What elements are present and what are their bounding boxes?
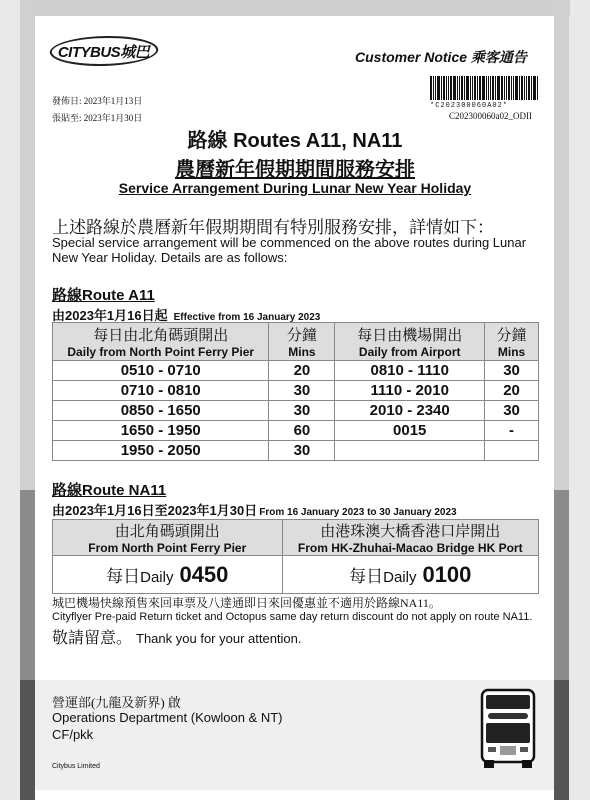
intro-chinese: 上述路線於農曆新年假期期間有特別服務安排，詳情如下： xyxy=(52,218,494,237)
table-header-row xyxy=(53,323,539,361)
thanks-en: Thank you for your attention. xyxy=(136,631,302,646)
header-cell: 分鐘 Mins xyxy=(485,323,539,361)
thanks-line xyxy=(52,625,302,648)
table-cell: 60 xyxy=(269,421,335,441)
table-cell xyxy=(485,441,539,461)
table-cell xyxy=(335,441,485,461)
table-cell: - xyxy=(485,421,539,441)
table-cell: 2010 - 2340 xyxy=(335,401,485,421)
table-cell: 0810 - 1110 xyxy=(335,361,485,381)
table-cell: 1650 - 1950 xyxy=(53,421,269,441)
route-na11-effective xyxy=(52,500,457,519)
header-cell: 由北角碼頭開出 From North Point Ferry Pier xyxy=(53,520,283,556)
title-routes: 路線 Routes A11, NA11 xyxy=(187,130,403,152)
table-cell: 30 xyxy=(485,361,539,381)
table-cell: 30 xyxy=(269,401,335,421)
table-row xyxy=(53,381,539,401)
header-cell: 分鐘 Mins xyxy=(269,323,335,361)
barcode xyxy=(430,76,542,100)
table-cell: 20 xyxy=(269,361,335,381)
customer-notice-title: Customer Notice 乘客通告 xyxy=(355,49,527,65)
document-reference: C202300060a02_ODII xyxy=(449,111,532,121)
effective-en: From 16 January 2023 to 30 January 2023 xyxy=(259,507,457,518)
citybus-logo xyxy=(50,36,158,66)
title-english: Service Arrangement During Lunar New Year Holiday xyxy=(118,180,472,196)
thanks-zh: 敬請留意。 xyxy=(52,630,133,647)
route-a11-table xyxy=(52,322,539,461)
company-name: Citybus Limited xyxy=(52,763,100,770)
table-row xyxy=(53,421,539,441)
issue-date: 發佈日: 2023年1月13日 xyxy=(52,96,143,106)
table-row xyxy=(53,441,539,461)
table-cell: 30 xyxy=(485,401,539,421)
barcode-text: *C202300060A02* xyxy=(430,102,509,110)
departure-time: 0100 xyxy=(422,561,472,587)
table-cell: 0015 xyxy=(335,421,485,441)
header-cell: 每日由北角碼頭開出 Daily from North Point Ferry Pier xyxy=(53,323,269,361)
header-cell: 每日由機場開出 Daily from Airport xyxy=(335,323,485,361)
note-chinese: 城巴機場快線預售來回車票及八達通即日來回優惠並不適用於路線NA11。 xyxy=(52,596,441,610)
table-header-row xyxy=(53,520,539,556)
table-cell: 0510 - 0710 xyxy=(53,361,269,381)
right-rail xyxy=(554,0,569,800)
route-na11-heading: 路線Route NA11 xyxy=(52,482,167,499)
top-frame xyxy=(20,0,570,16)
table-cell: 30 xyxy=(269,381,335,401)
table-row xyxy=(53,361,539,381)
effective-zh: 由2023年1月16日起 xyxy=(52,308,168,323)
table-row xyxy=(53,556,539,594)
table-cell: 30 xyxy=(269,441,335,461)
bus-icon xyxy=(478,688,538,770)
table-row xyxy=(53,401,539,421)
note-english: Cityflyer Pre-paid Return ticket and Octopus same day return discount do not apply on route NA11. xyxy=(52,611,533,623)
table-cell: 20 xyxy=(485,381,539,401)
effective-zh: 由2023年1月16日至2023年1月30日 xyxy=(52,503,258,518)
table-cell: 1110 - 2010 xyxy=(335,381,485,401)
table-cell: 每日Daily 0450 xyxy=(53,556,283,594)
department-chinese: 營運部(九龍及新界) 啟 xyxy=(52,695,181,710)
route-a11-heading: 路線Route A11 xyxy=(52,287,155,304)
reference-code: CF/pkk xyxy=(52,727,94,742)
logo-text: CITYBUS城巴 xyxy=(58,43,150,61)
route-na11-table xyxy=(52,519,539,594)
table-cell: 1950 - 2050 xyxy=(53,441,269,461)
department-english: Operations Department (Kowloon & NT) xyxy=(52,710,283,725)
table-cell: 每日Daily 0100 xyxy=(282,556,538,594)
title-chinese: 農曆新年假期期間服務安排 xyxy=(175,159,415,181)
departure-time: 0450 xyxy=(179,561,229,587)
intro-english: Special service arrangement will be commenced on the above routes during Lunar New Year Holiday. Details are as follows: xyxy=(52,235,527,265)
effective-en: Effective from 16 January 2023 xyxy=(173,312,321,323)
left-rail xyxy=(20,0,35,800)
table-cell: 0710 - 0810 xyxy=(53,381,269,401)
header-cell: 由港珠澳大橋香港口岸開出 From HK-Zhuhai-Macao Bridge HK Port xyxy=(282,520,538,556)
post-date: 張貼至: 2023年1月30日 xyxy=(52,113,143,123)
table-cell: 0850 - 1650 xyxy=(53,401,269,421)
